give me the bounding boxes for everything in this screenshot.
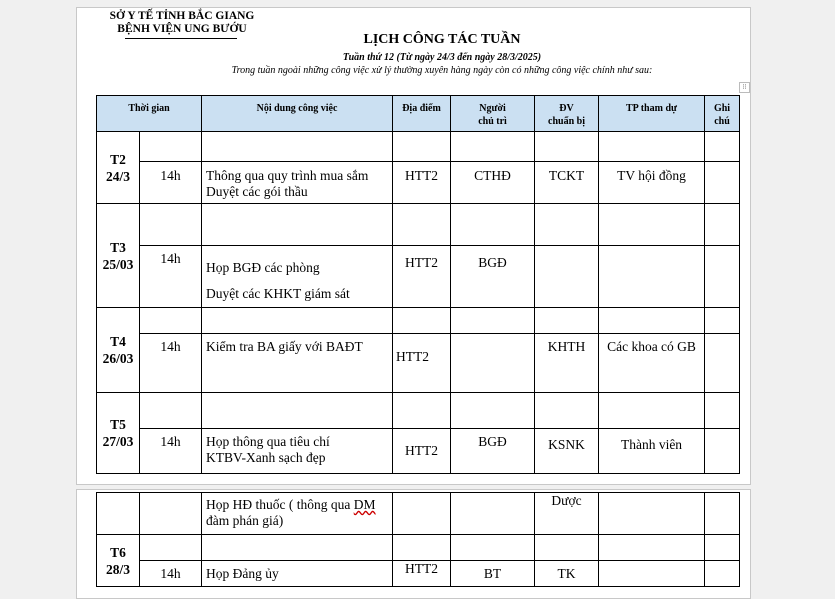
content-cell: Họp Đảng ủy [202, 561, 393, 587]
time-cell: 14h [140, 246, 202, 308]
host-cell: BT [451, 561, 535, 587]
content-cell: Thông qua quy trình mua sắm Duyệt các gói thầu [202, 162, 393, 204]
unit-cell: TK [535, 561, 599, 587]
table-row [97, 493, 740, 535]
host-cell: BGĐ [451, 429, 535, 474]
day-cell-t2: T2 24/3 [97, 132, 140, 204]
content-cell: Kiểm tra BA giấy với BAĐT [202, 334, 393, 393]
document-page-2 [76, 489, 751, 599]
intro-note: Trong tuần ngoài những công việc xử lý thường xuyên hàng ngày còn có những công việc chính như sau: [231, 65, 653, 76]
place-cell: HTT2 [393, 246, 451, 308]
time-cell: 14h [140, 334, 202, 393]
day-cell-t4: T4 26/03 [97, 308, 140, 393]
week-subtitle: Tuần thứ 12 (Từ ngày 24/3 đến ngày 28/3/2025) [342, 52, 542, 63]
day-cell-t5: T5 27/03 [97, 393, 140, 474]
content-cell: Họp BGĐ các phòng Duyệt các KHKT giám sát [202, 246, 393, 308]
table-row [97, 429, 740, 474]
col-header-content: Nội dung công việc [202, 96, 393, 132]
host-cell: CTHĐ [451, 162, 535, 204]
place-cell: HTT2 [393, 561, 451, 587]
table-header-row [97, 96, 740, 132]
col-header-time: Thời gian [97, 96, 202, 132]
table-row [97, 246, 740, 308]
day-cell-t3: T3 25/03 [97, 204, 140, 308]
unit-cell: TCKT [535, 162, 599, 204]
time-cell: 14h [140, 561, 202, 587]
col-header-participants: TP tham dự [599, 96, 705, 132]
document-page-1 [76, 7, 751, 485]
place-cell: HTT2 [393, 162, 451, 204]
participants-cell: Thành viên [599, 429, 705, 474]
participants-cell: Các khoa có GB [599, 334, 705, 393]
org-department: SỞ Y TẾ TỈNH BẮC GIANG [109, 10, 255, 22]
col-header-place: Địa điểm [393, 96, 451, 132]
document-title: LỊCH CÔNG TÁC TUẦN [363, 32, 521, 47]
col-header-unit: ĐV chuẩn bị [535, 96, 599, 132]
unit-cell: Dược [535, 493, 599, 535]
unit-cell: KSNK [535, 429, 599, 474]
place-cell: HTT2 [393, 429, 451, 474]
day-cell-t6: T6 28/3 [97, 535, 140, 587]
content-cell: Họp thông qua tiêu chí KTBV-Xanh sạch đẹp [202, 429, 393, 474]
table-row [97, 132, 740, 162]
place-cell: HTT2 [393, 334, 451, 393]
host-cell: BGĐ [451, 246, 535, 308]
org-hospital: BỆNH VIỆN UNG BƯỚU [117, 23, 247, 35]
schedule-table [96, 95, 740, 474]
table-row [97, 204, 740, 246]
col-header-host: Người chủ trì [451, 96, 535, 132]
table-row [97, 162, 740, 204]
time-cell: 14h [140, 162, 202, 204]
table-move-handle-icon[interactable]: ⁞⁞ [739, 82, 750, 93]
col-header-note: Ghi chú [705, 96, 740, 132]
content-cell: Họp HĐ thuốc ( thông qua DM đàm phán giá) [202, 493, 393, 535]
table-row [97, 393, 740, 429]
table-row [97, 334, 740, 393]
table-row [97, 308, 740, 334]
participants-cell: TV hội đồng [599, 162, 705, 204]
table-row [97, 561, 740, 587]
table-row [97, 535, 740, 561]
time-cell: 14h [140, 429, 202, 474]
schedule-table-continued [96, 492, 740, 587]
unit-cell: KHTH [535, 334, 599, 393]
